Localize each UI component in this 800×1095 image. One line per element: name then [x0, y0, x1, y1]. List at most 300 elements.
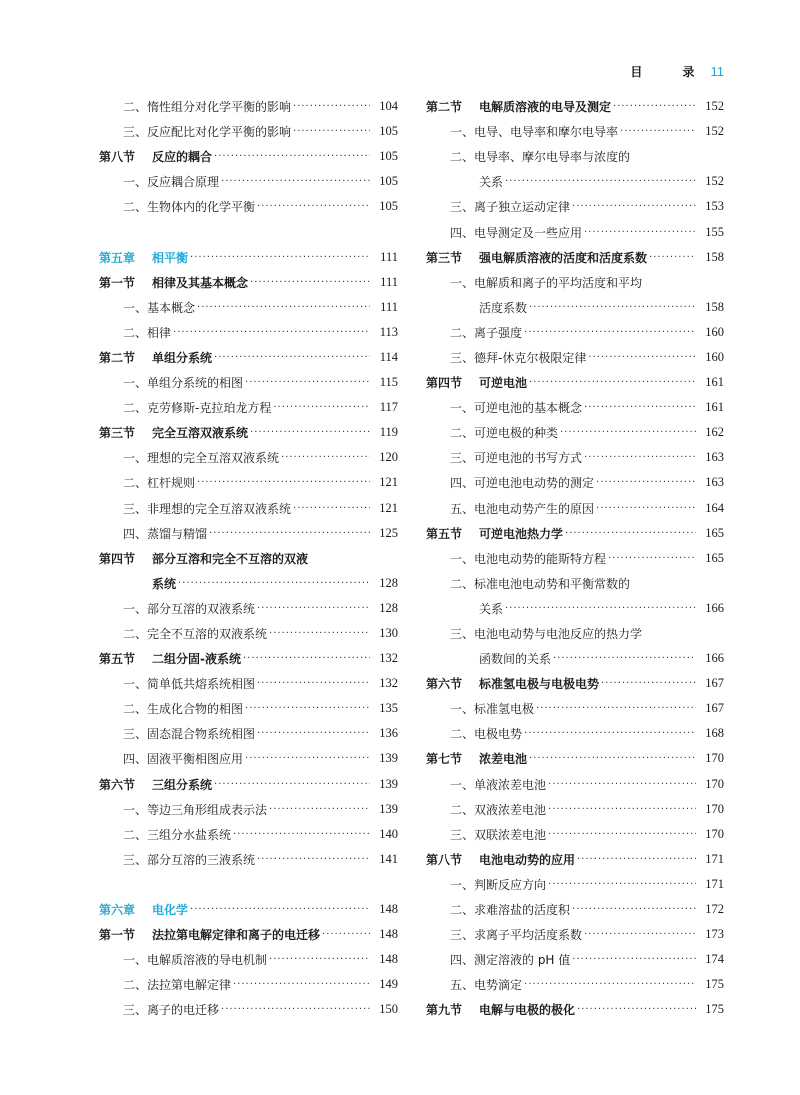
- toc-page-number: 128: [379, 600, 398, 615]
- toc-entry-label: [99, 173, 219, 190]
- toc-entry-number: 第五节: [99, 652, 136, 667]
- toc-entry-label: [426, 98, 611, 115]
- toc-entry-label: [99, 500, 291, 517]
- toc-leader-dots: [572, 954, 696, 965]
- toc-page-number: 152: [705, 99, 724, 114]
- toc-entry-label: [99, 148, 212, 165]
- toc-page-number: 163: [705, 450, 724, 465]
- toc-page-number: 140: [379, 826, 398, 841]
- toc-item-entry[interactable]: [99, 295, 398, 320]
- toc-entry-label: [426, 349, 586, 366]
- toc-entry-label: [99, 926, 320, 943]
- toc-page-number: 161: [705, 400, 724, 415]
- toc-leader-dots: [214, 779, 370, 790]
- toc-leader-dots: [596, 477, 696, 488]
- toc-section-entry[interactable]: [99, 270, 398, 295]
- toc-page-number: 132: [379, 651, 398, 666]
- toc-leader-dots: [596, 503, 696, 514]
- toc-entry-label: [99, 274, 248, 291]
- toc-leader-dots: [293, 503, 370, 514]
- toc-entry-label: [426, 449, 582, 466]
- toc-leader-dots: [245, 703, 370, 714]
- toc-page-number: 139: [379, 776, 398, 791]
- toc-leader-dots: [608, 553, 696, 564]
- toc-leader-dots: [548, 879, 696, 890]
- toc-page-number: 167: [705, 676, 724, 691]
- toc-item-entry[interactable]: [99, 721, 398, 746]
- toc-item-entry[interactable]: [99, 621, 398, 646]
- toc-page-number: 166: [705, 651, 724, 666]
- toc-entry-label: [99, 625, 267, 642]
- toc-page-number: 170: [705, 826, 724, 841]
- toc-entry-label: [426, 575, 630, 592]
- toc-item-entry[interactable]: [99, 169, 398, 194]
- toc-entry-label: [426, 173, 503, 190]
- toc-entry-title: 电解与电极的极化: [479, 1003, 576, 1018]
- toc-section-entry[interactable]: [99, 922, 398, 947]
- toc-entry-label: [426, 299, 527, 316]
- toc-section-entry[interactable]: [99, 420, 398, 445]
- toc-section-entry[interactable]: [99, 546, 398, 571]
- toc-entry-number: 第八节: [426, 852, 463, 867]
- toc-page-number: 171: [705, 851, 724, 866]
- toc-entry-number: 第三节: [99, 426, 136, 441]
- toc-entry-title: 二、电导率、摩尔电导率与浓度的: [450, 150, 631, 165]
- toc-entry-title: 二、求难溶盐的活度积: [450, 903, 571, 918]
- toc-entry-title: 关系: [479, 175, 504, 190]
- toc-page-number: 105: [379, 124, 398, 139]
- toc-item-entry[interactable]: [426, 696, 724, 721]
- toc-page-number: 130: [379, 626, 398, 641]
- toc-item-entry[interactable]: [426, 897, 724, 922]
- toc-page-number: 120: [379, 450, 398, 465]
- toc-item-entry[interactable]: [426, 797, 724, 822]
- toc-entry-title: 一、电解质和离子的平均活度和平均: [450, 275, 643, 290]
- toc-entry-title: 二、电极电势: [450, 727, 523, 742]
- toc-page-number: 174: [705, 952, 724, 967]
- toc-right-column: [426, 94, 724, 1022]
- toc-leader-dots: [548, 779, 696, 790]
- toc-leader-dots: [536, 703, 696, 714]
- toc-entry-title: 二、生成化合物的相图: [123, 702, 244, 717]
- toc-entry-number: 第一节: [99, 275, 136, 290]
- toc-entry-title: 二、杠杆规则: [123, 476, 196, 491]
- toc-entry-label: [99, 725, 255, 742]
- toc-leader-dots: [221, 1004, 370, 1015]
- toc-page-number: 150: [379, 1002, 398, 1017]
- toc-entry-label: [99, 976, 231, 993]
- toc-item-entry[interactable]: [426, 772, 724, 797]
- toc-page-number: 167: [705, 701, 724, 716]
- toc-entry-title: 浓差电池: [479, 752, 528, 767]
- toc-page-number: 113: [379, 324, 398, 339]
- toc-item-entry[interactable]: [426, 320, 724, 345]
- toc-item-entry[interactable]: [99, 746, 398, 771]
- toc-entry-label: [426, 474, 594, 491]
- toc-entry-title: 电池电动势的应用: [479, 852, 576, 867]
- toc-entry-label: [99, 399, 271, 416]
- toc-page-number: 158: [705, 249, 724, 264]
- toc-entry-label: [426, 600, 503, 617]
- toc-entry-number: 第六章: [99, 903, 136, 918]
- toc-leader-dots: [613, 101, 696, 112]
- toc-leader-dots: [257, 728, 370, 739]
- toc-item-entry[interactable]: [99, 596, 398, 621]
- toc-item-entry[interactable]: [99, 320, 398, 345]
- toc-page-number: 149: [379, 977, 398, 992]
- toc-entry-title: 电化学: [152, 903, 189, 918]
- toc-entry-title: 三、离子的电迁移: [123, 1003, 220, 1018]
- toc-entry-label: [426, 123, 618, 140]
- toc-entry-label: [99, 901, 188, 918]
- toc-item-entry[interactable]: [426, 922, 724, 947]
- toc-page-number: 121: [379, 475, 398, 490]
- toc-entry-title: 一、部分互溶的双液系统: [123, 601, 256, 616]
- toc-chapter-entry[interactable]: [99, 245, 398, 270]
- toc-page-number: 164: [705, 500, 724, 515]
- toc-leader-dots: [245, 377, 370, 388]
- toc-page-number: 121: [379, 500, 398, 515]
- toc-entry-number: 第五节: [426, 526, 463, 541]
- toc-entry-title: 一、判断反应方向: [450, 877, 547, 892]
- toc-leader-dots: [529, 302, 696, 313]
- toc-entry-label: [99, 249, 188, 266]
- toc-entry-label: [426, 500, 594, 517]
- toc-item-entry[interactable]: [99, 696, 398, 721]
- toc-page-number: 105: [379, 174, 398, 189]
- toc-page-number: 139: [379, 801, 398, 816]
- toc-entry-label: [99, 299, 195, 316]
- toc-entry-label: [99, 750, 243, 767]
- toc-item-entry[interactable]: [426, 822, 724, 847]
- toc-entry-title: 三、固态混合物系统相图: [123, 727, 256, 742]
- toc-entry-title: 一、电解质溶液的导电机制: [123, 953, 268, 968]
- toc-item-entry-continued[interactable]: [426, 596, 724, 621]
- toc-item-entry[interactable]: [426, 721, 724, 746]
- toc-entry-label: [99, 650, 241, 667]
- toc-entry-title: 五、电势滴定: [450, 978, 523, 993]
- toc-item-entry[interactable]: [426, 972, 724, 997]
- toc-entry-label: [426, 550, 606, 567]
- toc-page-number: 158: [705, 299, 724, 314]
- toc-entry-label: [99, 675, 255, 692]
- toc-entry-title: 一、基本概念: [123, 300, 196, 315]
- toc-entry-label: [99, 1001, 219, 1018]
- toc-entry-label: [99, 474, 195, 491]
- toc-item-entry[interactable]: [99, 370, 398, 395]
- toc-entry-label: [99, 951, 267, 968]
- toc-page-number: 125: [379, 525, 398, 540]
- toc-item-entry[interactable]: [426, 144, 724, 169]
- toc-item-entry[interactable]: [99, 521, 398, 546]
- toc-leader-dots: [214, 352, 370, 363]
- toc-entry-label: [426, 198, 570, 215]
- toc-item-entry[interactable]: [426, 872, 724, 897]
- toc-section-entry[interactable]: [99, 144, 398, 169]
- toc-item-entry[interactable]: [426, 420, 724, 445]
- toc-leader-dots: [233, 979, 370, 990]
- toc-section-entry[interactable]: [426, 847, 724, 872]
- toc-entry-title: 二、惰性组分对化学平衡的影响: [123, 100, 292, 115]
- toc-entry-label: [99, 123, 291, 140]
- toc-item-entry[interactable]: [99, 395, 398, 420]
- toc-leader-dots: [524, 979, 696, 990]
- toc-entry-label: [426, 750, 527, 767]
- toc-page-number: 152: [705, 174, 724, 189]
- toc-entry-label: [426, 675, 599, 692]
- toc-entry-label: [99, 700, 243, 717]
- toc-entry-title: 三、非理想的完全互溶双液系统: [123, 501, 292, 516]
- toc-entry-title: 三、双联浓差电池: [450, 827, 547, 842]
- toc-entry-title: 四、固液平衡相图应用: [123, 752, 244, 767]
- toc-section-entry[interactable]: [99, 646, 398, 671]
- toc-entry-title: 一、标准氢电极: [450, 702, 535, 717]
- toc-leader-dots: [257, 201, 370, 212]
- toc-item-entry-continued[interactable]: [426, 646, 724, 671]
- toc-leader-dots: [565, 528, 696, 539]
- toc-page-number: 148: [379, 952, 398, 967]
- toc-leader-dots: [221, 176, 370, 187]
- toc-entry-title: 二、离子强度: [450, 325, 523, 340]
- toc-entry-label: [426, 249, 647, 266]
- toc-leader-dots: [293, 126, 370, 137]
- toc-leader-dots: [553, 653, 696, 664]
- toc-item-entry[interactable]: [99, 997, 398, 1022]
- toc-item-entry[interactable]: [99, 847, 398, 872]
- toc-entry-label: [99, 851, 255, 868]
- toc-entry-title: 二、相律: [123, 325, 172, 340]
- toc-leader-dots: [649, 252, 696, 263]
- toc-page-number: 153: [705, 199, 724, 214]
- toc-entry-title: 三、离子独立运动定律: [450, 200, 571, 215]
- toc-page-number: 155: [705, 224, 724, 239]
- toc-leader-dots: [620, 126, 696, 137]
- toc-spacer: [99, 872, 398, 897]
- toc-leader-dots: [257, 854, 370, 865]
- toc-entry-number: 第四节: [99, 551, 136, 566]
- toc-section-entry[interactable]: [426, 94, 724, 119]
- toc-entry-label: [426, 1001, 575, 1018]
- toc-leader-dots: [529, 377, 696, 388]
- toc-leader-dots: [173, 327, 370, 338]
- toc-entry-title: 部分互溶和完全不互溶的双液: [152, 551, 309, 566]
- toc-entry-label: [99, 198, 255, 215]
- toc-entry-label: [99, 349, 212, 366]
- toc-leader-dots: [190, 904, 370, 915]
- toc-entry-label: [426, 525, 563, 542]
- toc-leader-dots: [548, 829, 696, 840]
- toc-section-entry[interactable]: [426, 245, 724, 270]
- toc-page-number: 175: [705, 977, 724, 992]
- toc-item-entry[interactable]: [99, 470, 398, 495]
- toc-entry-label: [426, 324, 522, 341]
- toc-section-entry[interactable]: [99, 345, 398, 370]
- toc-entry-label: [426, 851, 575, 868]
- toc-entry-label: [99, 826, 231, 843]
- toc-entry-label: [426, 901, 570, 918]
- toc-section-entry[interactable]: [426, 997, 724, 1022]
- toc-page-number: 172: [705, 902, 724, 917]
- toc-entry-title: 三、求离子平均活度系数: [450, 928, 583, 943]
- toc-page-number: 117: [379, 400, 398, 415]
- toc-item-entry[interactable]: [426, 621, 724, 646]
- toc-entry-title: 一、电池电动势的能斯特方程: [450, 551, 607, 566]
- toc-entry-title: 四、测定溶液的 pH 值: [450, 953, 571, 968]
- toc-entry-label: [426, 625, 642, 642]
- toc-entry-title: 四、电导测定及一些应用: [450, 225, 583, 240]
- toc-entry-label: [426, 148, 630, 165]
- toc-page-number: 111: [380, 299, 398, 314]
- toc-entry-number: 第六节: [99, 777, 136, 792]
- toc-item-entry[interactable]: [426, 470, 724, 495]
- toc-section-entry[interactable]: [426, 370, 724, 395]
- toc-entry-label: [426, 700, 534, 717]
- toc-entry-title: 二、标准电池电动势和平衡常数的: [450, 576, 631, 591]
- toc-entry-title: 五、电池电动势产生的原因: [450, 501, 595, 516]
- header-page-number: 11: [710, 63, 724, 79]
- toc-entry-label: [426, 725, 522, 742]
- toc-entry-title: 反应的耦合: [152, 150, 213, 165]
- toc-page-number: 165: [705, 550, 724, 565]
- toc-entry-title: 二、克劳修斯-克拉珀龙方程: [123, 401, 272, 416]
- toc-entry-title: 一、理想的完全互溶双液系统: [123, 451, 280, 466]
- toc-item-entry[interactable]: [426, 345, 724, 370]
- toc-entry-title: 四、蒸馏与精馏: [123, 526, 208, 541]
- toc-entry-label: [99, 600, 255, 617]
- toc-leader-dots: [505, 176, 696, 187]
- toc-entry-label: [99, 776, 212, 793]
- toc-item-entry[interactable]: [426, 571, 724, 596]
- toc-entry-title: 二、三组分水盐系统: [123, 827, 232, 842]
- toc-item-entry[interactable]: [99, 119, 398, 144]
- toc-leader-dots: [233, 829, 370, 840]
- toc-item-entry[interactable]: [426, 445, 724, 470]
- toc-leader-dots: [273, 402, 370, 413]
- toc-item-entry[interactable]: [426, 395, 724, 420]
- toc-item-entry[interactable]: [426, 270, 724, 295]
- toc-leader-dots: [281, 452, 370, 463]
- toc-item-entry[interactable]: [99, 496, 398, 521]
- toc-entry-title: 三、德拜-休克尔极限定律: [450, 350, 587, 365]
- toc-page-number: 160: [705, 349, 724, 364]
- toc-leader-dots: [584, 929, 696, 940]
- toc-entry-title: 三、部分互溶的三液系统: [123, 852, 256, 867]
- toc-item-entry[interactable]: [426, 119, 724, 144]
- toc-item-entry[interactable]: [426, 496, 724, 521]
- toc-leader-dots: [572, 904, 696, 915]
- toc-item-entry[interactable]: [99, 822, 398, 847]
- toc-page-number: 104: [379, 99, 398, 114]
- toc-leader-dots: [322, 929, 370, 940]
- toc-item-entry[interactable]: [99, 947, 398, 972]
- toc-entry-title: 单组分系统: [152, 350, 213, 365]
- toc-entry-number: 第一节: [99, 928, 136, 943]
- toc-entry-label: [426, 650, 551, 667]
- toc-entry-title: 一、等边三角形组成表示法: [123, 802, 268, 817]
- toc-item-entry[interactable]: [99, 797, 398, 822]
- toc-entry-number: 第九节: [426, 1003, 463, 1018]
- toc-entry-title: 一、单液浓差电池: [450, 777, 547, 792]
- toc-entry-title: 四、可逆电池电动势的测定: [450, 476, 595, 491]
- toc-leader-dots: [601, 678, 696, 689]
- toc-entry-title: 相律及其基本概念: [152, 275, 249, 290]
- toc-entry-label: [426, 826, 546, 843]
- toc-item-entry-continued[interactable]: [426, 169, 724, 194]
- toc-entry-label: [99, 550, 308, 567]
- toc-page-number: 141: [379, 851, 398, 866]
- toc-item-entry[interactable]: [426, 947, 724, 972]
- toc-leader-dots: [584, 452, 696, 463]
- toc-entry-title: 可逆电池热力学: [479, 526, 564, 541]
- toc-item-entry-continued[interactable]: [426, 295, 724, 320]
- toc-section-entry[interactable]: [426, 521, 724, 546]
- toc-leader-dots: [577, 854, 696, 865]
- toc-page-number: 170: [705, 801, 724, 816]
- toc-entry-title: 二组分固-液系统: [152, 652, 241, 667]
- toc-entry-label: [99, 424, 248, 441]
- toc-entry-title: 二、双液浓差电池: [450, 802, 547, 817]
- toc-page-number: 148: [379, 927, 398, 942]
- toc-leader-dots: [250, 277, 370, 288]
- toc-entry-label: [426, 951, 570, 968]
- toc-item-entry[interactable]: [99, 94, 398, 119]
- toc-entry-title: 三组分系统: [152, 777, 213, 792]
- toc-section-entry-continued[interactable]: [99, 571, 398, 596]
- toc-chapter-entry[interactable]: [99, 897, 398, 922]
- toc-leader-dots: [269, 628, 370, 639]
- toc-item-entry[interactable]: [426, 219, 724, 244]
- toc-item-entry[interactable]: [99, 194, 398, 219]
- toc-leader-dots: [584, 227, 696, 238]
- toc-leader-dots: [293, 101, 370, 112]
- toc-item-entry[interactable]: [99, 671, 398, 696]
- toc-entry-title: 一、电导、电导率和摩尔电导率: [450, 125, 619, 140]
- toc-section-entry[interactable]: [426, 746, 724, 771]
- toc-item-entry[interactable]: [99, 445, 398, 470]
- toc-entry-label: [426, 424, 558, 441]
- toc-page-number: 105: [379, 149, 398, 164]
- toc-entry-title: 一、可逆电池的基本概念: [450, 401, 583, 416]
- toc-page-number: 161: [705, 375, 724, 390]
- toc-section-entry[interactable]: [426, 671, 724, 696]
- toc-entry-number: 第六节: [426, 677, 463, 692]
- toc-leader-dots: [257, 678, 370, 689]
- toc-leader-dots: [243, 653, 370, 664]
- toc-entry-title: 完全互溶双液系统: [152, 426, 249, 441]
- toc-page-number: 163: [705, 475, 724, 490]
- toc-item-entry[interactable]: [426, 194, 724, 219]
- toc-entry-title: 可逆电池: [479, 376, 528, 391]
- toc-page-number: 128: [379, 575, 398, 590]
- toc-leader-dots: [178, 578, 370, 589]
- toc-page-number: 111: [380, 249, 398, 264]
- toc-page-number: 119: [379, 425, 398, 440]
- toc-entry-label: [99, 575, 176, 592]
- toc-leader-dots: [250, 427, 370, 438]
- toc-page-number: 173: [705, 927, 724, 942]
- toc-entry-label: [426, 876, 546, 893]
- toc-entry-label: [426, 274, 642, 291]
- toc-item-entry[interactable]: [99, 972, 398, 997]
- toc-item-entry[interactable]: [426, 546, 724, 571]
- toc-page-number: 165: [705, 525, 724, 540]
- toc-section-entry[interactable]: [99, 772, 398, 797]
- toc-entry-title: 关系: [479, 601, 504, 616]
- page-header: [630, 60, 724, 82]
- toc-entry-number: 第八节: [99, 150, 136, 165]
- toc-leader-dots: [584, 402, 696, 413]
- toc-entry-title: 二、法拉第电解定律: [123, 978, 232, 993]
